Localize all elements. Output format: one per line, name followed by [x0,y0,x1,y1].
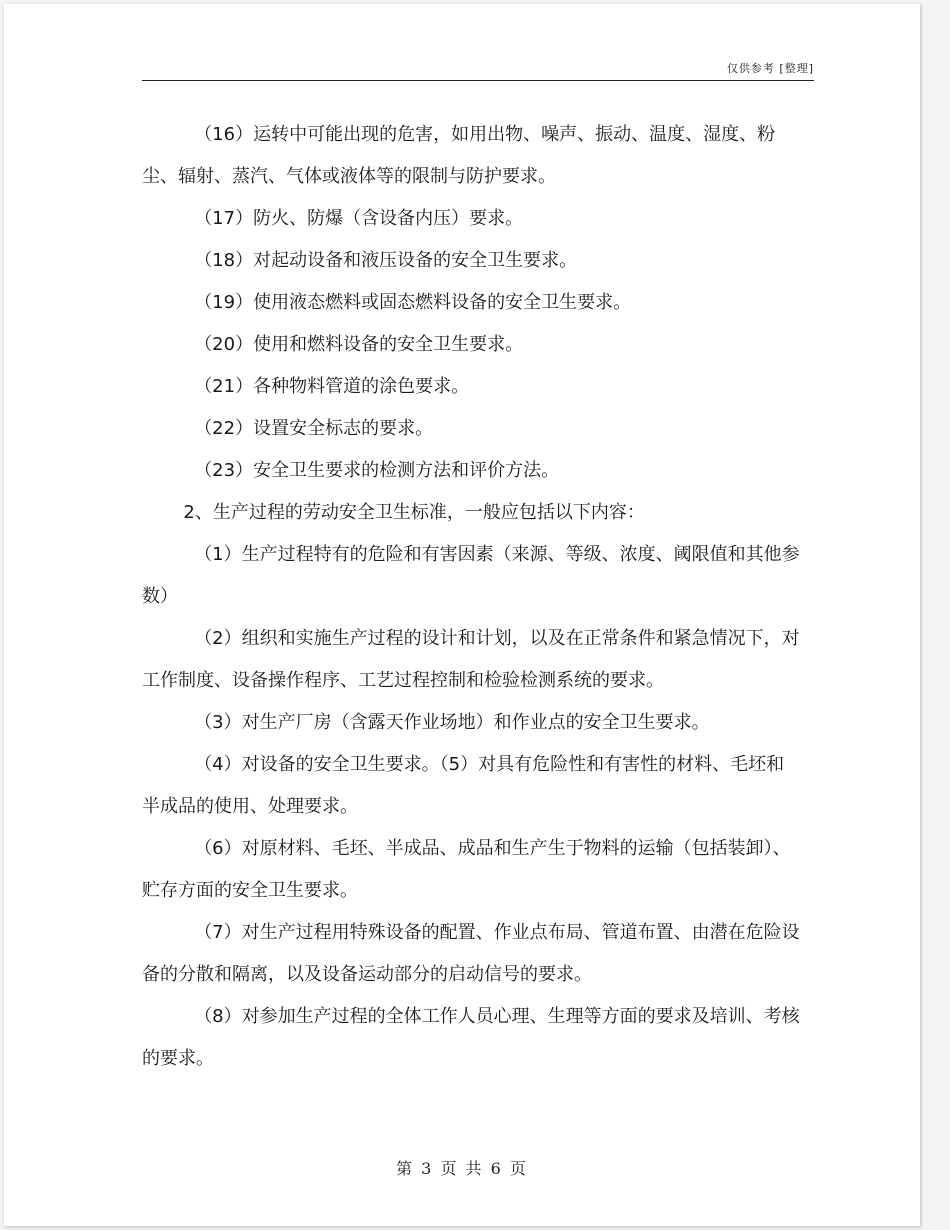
paragraph-item-18: （18）对起动设备和液压设备的安全卫生要求。 [194,250,578,271]
section-heading-2: 2、生产过程的劳动安全卫生标准，一般应包括以下内容： [183,502,645,523]
paragraph-item-17: （17）防火、防爆（含设备内压）要求。 [194,208,524,229]
paragraph-item-16: （16）运转中可能出现的危害，如用出物、噪声、振动、温度、湿度、粉尘、辐射、蒸汽、气体或液体等的限制与防护要求。 [142,124,776,187]
paragraph-item-23: （23）安全卫生要求的检测方法和评价方法。 [194,460,560,481]
paragraph-item-1: （1）生产过程特有的危险和有害因素（来源、等级、浓度、阈限值和其他参数） [142,544,800,607]
paragraph-item-20: （20）使用和燃料设备的安全卫生要求。 [194,334,524,355]
paragraph-item-2: （2）组织和实施生产过程的设计和计划，以及在正常条件和紧急情况下，对工作制度、设备操作程序、工艺过程控制和检验检测系统的要求。 [142,628,800,691]
paragraph-item-19: （19）使用液态燃料或固态燃料设备的安全卫生要求。 [194,292,632,313]
paragraph-item-22: （22）设置安全标志的要求。 [194,418,434,439]
paragraph-item-3: （3）对生产厂房（含露天作业场地）和作业点的安全卫生要求。 [194,712,710,733]
document-body [142,114,802,1080]
paragraph-item-6: （6）对原材料、毛坯、半成品、成品和生产生于物料的运输（包括装卸）、贮存方面的安全卫生要求。 [142,838,791,901]
paragraph-item-21: （21）各种物料管道的涂色要求。 [194,376,470,397]
page-number: 第 3 页 共 6 页 [396,1159,528,1178]
page-header [142,54,814,81]
paragraph-item-4-5: （4）对设备的安全卫生要求。（5）对具有危险性和有害性的材料、毛坯和半成品的使用、处理要求。 [142,754,785,817]
document-page [4,4,920,1226]
paragraph-item-7: （7）对生产过程用特殊设备的配置、作业点布局、管道布置、由潜在危险设备的分散和隔离，以及设备运动部分的启动信号的要求。 [142,922,800,985]
paragraph-item-8: （8）对参加生产过程的全体工作人员心理、生理等方面的要求及培训、考核的要求。 [142,1006,800,1069]
header-label: 仅供参考 [整理] [726,62,814,75]
